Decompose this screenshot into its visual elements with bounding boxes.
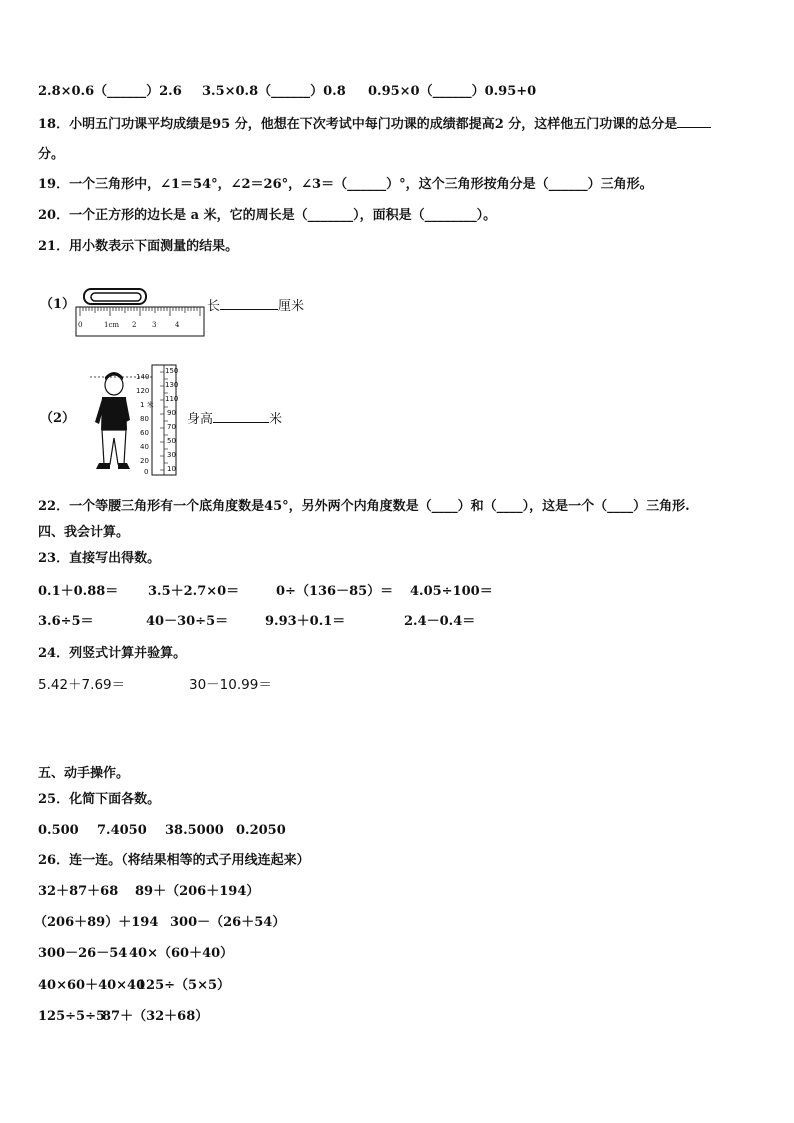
question-20: 20．一个正方形的边长是 a 米，它的周长是（_______），面积是（________）。 <box>38 208 497 223</box>
answer-blank[interactable] <box>220 297 278 310</box>
ruler-figure <box>74 287 206 339</box>
scale-left-label: 60 <box>140 429 149 437</box>
scale-right-label: 50 <box>167 437 176 445</box>
part-2-label: （2） <box>40 411 76 426</box>
part-1-label: （1） <box>40 297 76 312</box>
scale-right-label: 110 <box>165 395 179 403</box>
question-18-line1 <box>38 115 711 134</box>
comparison-item: 3.5×0.8（______）0.8 <box>202 84 346 99</box>
match-right-item[interactable]: 87＋（32＋68） <box>102 1009 209 1024</box>
scale-right-label: 10 <box>167 465 176 473</box>
calc-item: 0÷（136－85）＝ <box>276 584 394 599</box>
simplify-item: 7.4050 <box>97 823 147 838</box>
simplify-item: 38.5000 <box>165 823 224 838</box>
calc-item: 3.5＋2.7×0＝ <box>148 584 240 599</box>
ruler-tick-label: 1cm <box>104 321 120 329</box>
calc-item: 40－30÷5＝ <box>146 614 229 629</box>
ruler-tick-label: 3 <box>152 321 157 329</box>
scale-left-label: 20 <box>140 457 149 465</box>
match-left-item[interactable]: 125÷5÷5 <box>38 1009 106 1024</box>
comparison-item: 0.95×0（______）0.95+0 <box>368 84 537 99</box>
part-2-answer <box>187 410 282 429</box>
scale-left-label: 120 <box>136 387 150 395</box>
scale-right-label: 30 <box>167 451 176 459</box>
boy-figure <box>95 372 130 469</box>
height-measure-figure <box>80 362 180 478</box>
scale-right-label: 90 <box>167 409 176 417</box>
answer-blank[interactable] <box>677 115 711 128</box>
question-26-title: 26．连一连。（将结果相等的式子用线连起来） <box>38 853 310 868</box>
part-1-answer-prefix: 长 <box>207 299 221 314</box>
section-4-heading: 四、我会计算。 <box>38 525 130 540</box>
ruler-tick-label: 0 <box>78 321 83 329</box>
part-2-answer-unit: 米 <box>269 412 283 427</box>
question-19: 19．一个三角形中，∠1＝54°，∠2＝26°，∠3＝（______）°，这个三角形按角分是（______）三角形。 <box>38 177 653 192</box>
part-1-answer <box>207 297 304 316</box>
part-2-answer-prefix: 身高 <box>187 412 214 427</box>
ruler-tick-label: 2 <box>132 321 137 329</box>
scale-right-label: 70 <box>167 423 176 431</box>
calc-item: 0.1＋0.88＝ <box>38 584 119 599</box>
scale-right-label: 150 <box>165 367 179 375</box>
question-25-title: 25．化简下面各数。 <box>38 792 161 807</box>
calc-item: 9.93＋0.1＝ <box>265 614 346 629</box>
match-left-item[interactable]: 300－26－54 <box>38 946 128 961</box>
scale-left-label: 140 <box>136 373 150 381</box>
calc-item: 2.4－0.4＝ <box>404 614 476 629</box>
answer-blank[interactable] <box>213 410 269 423</box>
match-right-item[interactable]: 89＋（206＋194） <box>135 884 260 899</box>
scale-left-label: 80 <box>140 415 149 423</box>
section-5-heading: 五、动手操作。 <box>38 766 130 781</box>
vertical-calc-item: 30－10.99＝ <box>189 677 272 693</box>
match-right-item[interactable]: 40×（60＋40） <box>129 946 234 961</box>
question-18-text: 18．小明五门功课平均成绩是95 分，他想在下次考试中每门功课的成绩都提高2 分，这样他五门功课的总分是 <box>38 117 678 132</box>
scale-left-label: 1 米 <box>140 401 154 409</box>
ruler-tick-label: 4 <box>175 321 180 329</box>
scale-left-label: 0 <box>144 468 149 476</box>
question-22: 22．一个等腰三角形有一个底角度数是45°，另外两个内角度数是（____）和（____），这是一个（____）三角形. <box>38 499 690 514</box>
part-1-answer-unit: 厘米 <box>278 299 305 314</box>
match-left-item[interactable]: （206＋89）＋194 <box>34 915 159 930</box>
simplify-item: 0.500 <box>38 823 79 838</box>
question-21-title: 21．用小数表示下面测量的结果。 <box>38 239 239 254</box>
match-right-item[interactable]: 125÷（5×5） <box>137 978 231 993</box>
calc-item: 3.6÷5＝ <box>38 614 94 629</box>
scale-left-label: 40 <box>140 443 149 451</box>
question-23-title: 23．直接写出得数。 <box>38 551 161 566</box>
vertical-calc-item: 5.42＋7.69＝ <box>38 677 126 693</box>
simplify-item: 0.2050 <box>236 823 286 838</box>
match-right-item[interactable]: 300－（26＋54） <box>170 915 286 930</box>
match-left-item[interactable]: 32＋87＋68 <box>38 884 119 899</box>
question-18-line2: 分。 <box>38 147 65 162</box>
calc-item: 4.05÷100＝ <box>410 584 493 599</box>
comparison-item: 2.8×0.6（______）2.6 <box>38 84 182 99</box>
scale-right-label: 130 <box>165 381 179 389</box>
match-left-item[interactable]: 40×60＋40×40 <box>38 978 146 993</box>
question-24-title: 24．列竖式计算并验算。 <box>38 646 187 661</box>
